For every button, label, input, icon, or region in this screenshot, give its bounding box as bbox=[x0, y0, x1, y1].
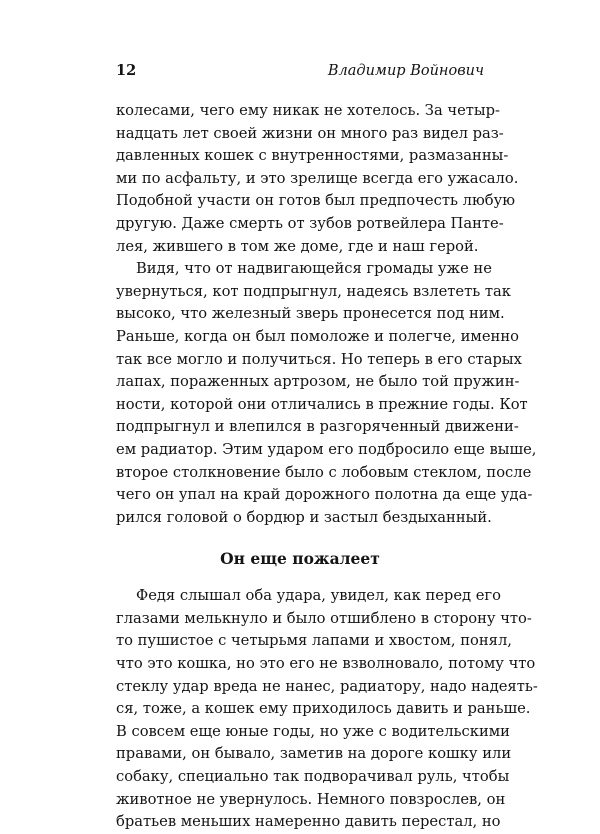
paragraph-jump bbox=[116, 258, 537, 529]
text-line: так все могло и получиться. Но теперь в его старых bbox=[116, 350, 522, 368]
text-line: лея, жившего в том же доме, где и наш герой. bbox=[116, 237, 479, 255]
page-number: 12 bbox=[116, 62, 137, 79]
text-line: ности, которой они отличались в прежние годы. Кот bbox=[116, 395, 528, 413]
text-line: глазами мелькнуло и было отшиблено в сторону что- bbox=[116, 609, 532, 627]
book-author: Владимир Войнович bbox=[327, 63, 484, 79]
text-line: то пушистое с четырьмя лапами и хвостом, понял, bbox=[116, 632, 512, 650]
text-line: стеклу удар вреда не нанес, радиатору, надо надеять- bbox=[116, 677, 538, 695]
text-line: рился головой о бордюр и застыл бездыханный. bbox=[116, 508, 492, 526]
text-line: лапах, пораженных артрозом, не было той пружин- bbox=[116, 373, 520, 391]
paragraph-continued bbox=[116, 100, 519, 258]
section-title: Он еще пожалеет bbox=[220, 549, 380, 569]
text-line: чего он упал на край дорожного полотна да еще уда- bbox=[116, 486, 533, 504]
text-line: Видя, что от надвигающейся громады уже не bbox=[136, 260, 492, 278]
paragraph-fedya bbox=[116, 585, 538, 834]
text-line: высоко, что железный зверь пронесется под ним. bbox=[116, 305, 505, 323]
text-line: колесами, чего ему никак не хотелось. За четыр- bbox=[116, 102, 500, 119]
text-line: ми по асфальту, и это зрелище всегда его ужасало. bbox=[116, 169, 519, 187]
running-head bbox=[116, 62, 484, 84]
text-line: Подобной участи он готов был предпочесть любую bbox=[116, 192, 516, 210]
book-page bbox=[116, 62, 538, 834]
text-line: другую. Даже смерть от зубов ротвейлера Панте- bbox=[116, 214, 504, 232]
text-block bbox=[116, 100, 538, 834]
text-line: подпрыгнул и влепился в разгоряченный движени- bbox=[116, 418, 519, 436]
text-line: ем радиатор. Этим ударом его подбросило еще выше, bbox=[116, 440, 537, 458]
text-line: ся, тоже, а кошек ему приходилось давить и раньше. bbox=[116, 700, 531, 718]
text-line: братьев меньших намеренно давить перестал, но bbox=[116, 813, 501, 831]
text-line: что это кошка, но это его не взволновало, потому что bbox=[116, 655, 536, 673]
text-line: Раньше, когда он был помоложе и полегче, именно bbox=[116, 327, 519, 345]
text-line: давленных кошек с внутренностями, размазанны- bbox=[116, 147, 509, 165]
text-line: увернуться, кот подпрыгнул, надеясь взлететь так bbox=[116, 282, 511, 300]
text-line: В совсем еще юные годы, но уже с водительскими bbox=[116, 722, 510, 740]
text-line: правами, он бывало, заметив на дороге кошку или bbox=[116, 745, 512, 763]
text-line: Федя слышал оба удара, увидел, как перед его bbox=[136, 587, 501, 605]
text-line: собаку, специально так подворачивал руль, чтобы bbox=[116, 768, 510, 786]
text-line: надцать лет своей жизни он много раз видел раз- bbox=[116, 124, 504, 142]
text-line: второе столкновение было с лобовым стеклом, после bbox=[116, 463, 532, 481]
text-line: животное не увернулось. Немного повзрослев, он bbox=[116, 790, 506, 808]
